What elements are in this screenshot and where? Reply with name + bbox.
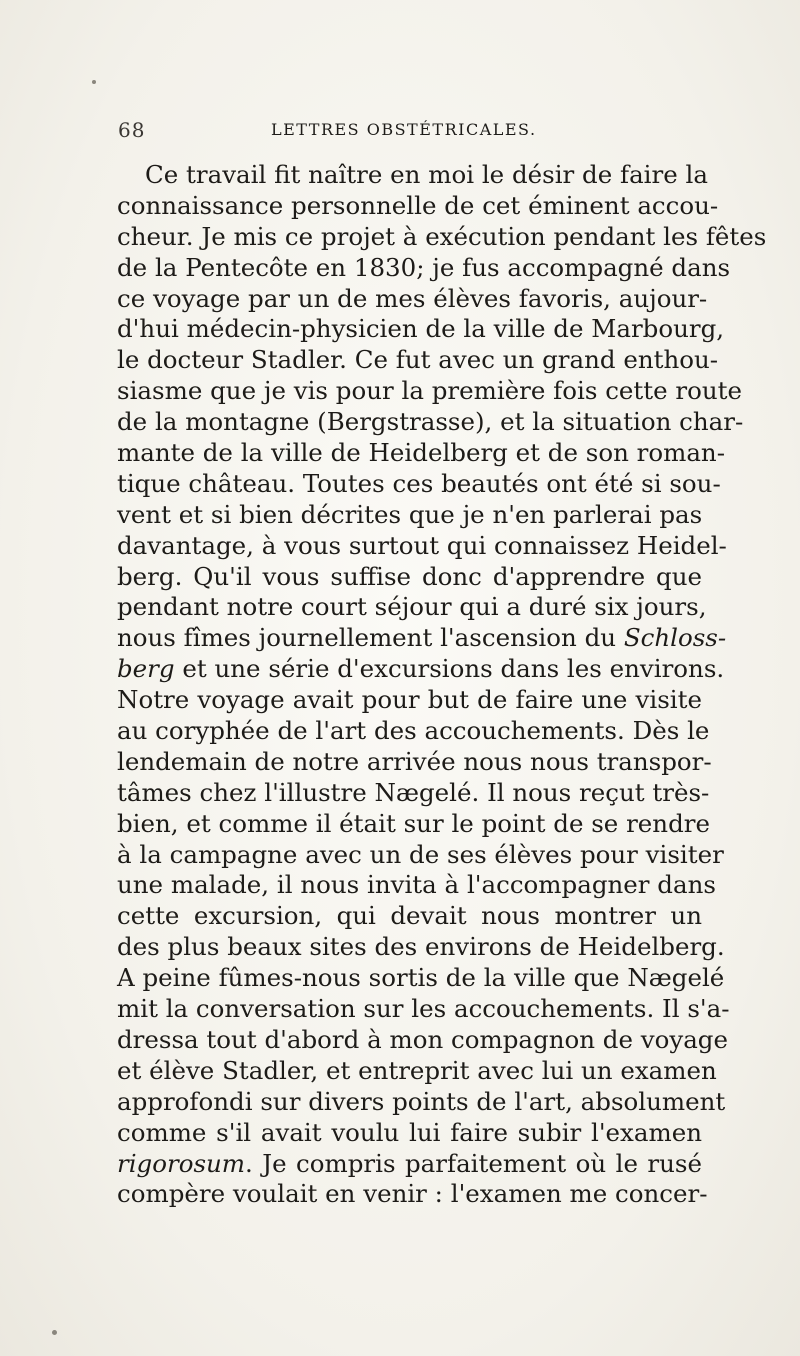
text-line: lendemain de notre arrivée nous nous transpor-: [117, 746, 712, 776]
italic-word: berg: [117, 654, 175, 684]
italic-word: Schloss-: [623, 623, 727, 653]
paper-speck: [52, 1330, 57, 1335]
line-text: et une série d'excursions dans les environs.: [174, 654, 725, 684]
text-line: le docteur Stadler. Ce fut avec un grand enthou-: [117, 345, 719, 375]
text-line: A peine fûmes-nous sortis de la ville que Nægelé: [117, 963, 725, 993]
text-line: pendant notre court séjour qui a duré six jours,: [117, 592, 707, 622]
text-line: de la Pentecôte en 1830; je fus accompagné dans: [117, 252, 731, 282]
text-line: approfondi sur divers points de l'art, absolument: [117, 1086, 726, 1116]
text-line: au coryphée de l'art des accouchements. Dès le: [117, 716, 710, 746]
text-line: Notre voyage avait pour but de faire une visite: [117, 685, 702, 715]
text-line-with-italic: [117, 654, 725, 685]
text-line: des plus beaux sites des environs de Heidelberg.: [117, 932, 725, 962]
page-number: 68: [118, 118, 146, 142]
text-line: mante de la ville de Heidelberg et de son roman-: [117, 438, 725, 468]
text-line: mit la conversation sur les accouchements. Il s'a-: [117, 994, 730, 1024]
page-header: [118, 118, 698, 148]
text-line: tique château. Toutes ces beautés ont été si sou-: [117, 468, 721, 498]
text-line: Ce travail fit naître en moi le désir de faire la: [145, 160, 708, 189]
text-line: connaissance personnelle de cet éminent accou-: [117, 190, 719, 220]
text-line: bien, et comme il était sur le point de se rendre: [117, 808, 710, 838]
text-line: berg. Qu'il vous suffise donc d'apprendre que: [117, 561, 702, 591]
text-line: ce voyage par un de mes élèves favoris, aujour-: [117, 283, 708, 313]
body-text: [117, 160, 767, 1210]
text-line-with-italic: [117, 1149, 702, 1180]
paper-speck: [92, 80, 96, 84]
text-line: cheur. Je mis ce projet à exécution pendant les fêtes: [117, 221, 767, 251]
text-line: de la montagne (Bergstrasse), et la situation char-: [117, 407, 744, 437]
italic-word: rigorosum: [117, 1148, 246, 1178]
line-text: . Je compris parfaitement où le rusé: [245, 1148, 702, 1178]
text-line: compère voulait en venir : l'examen me concer-: [117, 1179, 708, 1209]
text-line: et élève Stadler, et entreprit avec lui un examen: [117, 1055, 717, 1085]
text-line: dressa tout d'abord à mon compagnon de voyage: [117, 1024, 728, 1054]
text-line: cette excursion, qui devait nous montrer un: [117, 901, 702, 931]
text-line: à la campagne avec un de ses élèves pour visiter: [117, 839, 724, 869]
text-line: d'hui médecin-physicien de la ville de Marbourg,: [117, 314, 725, 344]
text-line: une malade, il nous invita à l'accompagner dans: [117, 870, 716, 900]
text-line: comme s'il avait voulu lui faire subir l'examen: [117, 1117, 702, 1147]
text-line: tâmes chez l'illustre Nægelé. Il nous reçut très-: [117, 777, 710, 807]
text-line-with-italic: [117, 623, 727, 654]
running-head: LETTRES OBSTÉTRICALES.: [271, 120, 537, 139]
line-text: nous fîmes journellement l'ascension du: [117, 623, 617, 653]
text-line: davantage, à vous surtout qui connaissez Heidel-: [117, 530, 727, 560]
text-line: vent et si bien décrites que je n'en parlerai pas: [117, 499, 703, 529]
text-line: siasme que je vis pour la première fois cette route: [117, 376, 742, 406]
